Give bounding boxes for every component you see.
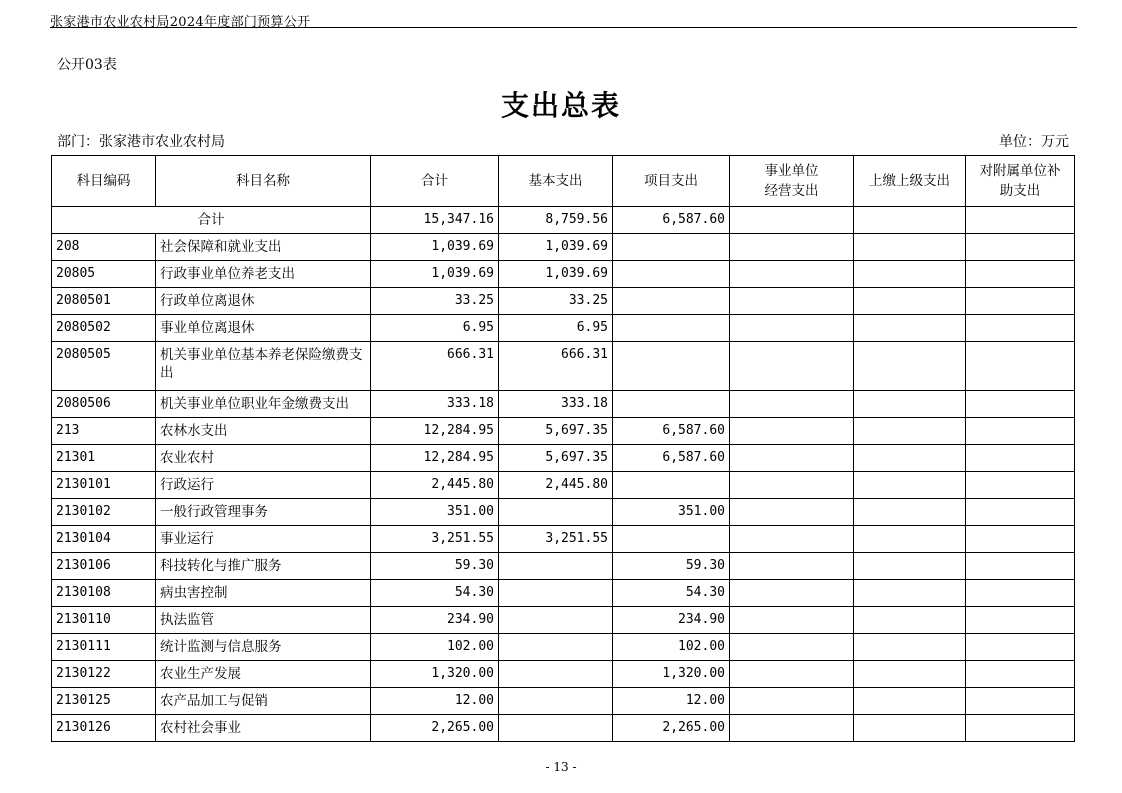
row-name-cell: 社会保障和就业支出	[156, 234, 371, 261]
row-upper-cell	[854, 634, 966, 661]
running-header: 张家港市农业农村局2024年度部门预算公开	[50, 15, 311, 30]
table-row	[52, 634, 1075, 661]
row-code-cell: 20805	[52, 261, 156, 288]
row-code-cell: 2130126	[52, 715, 156, 742]
column-header-project: 项目支出	[613, 156, 730, 207]
row-subsidy-cell	[966, 607, 1075, 634]
row-total-cell: 333.18	[371, 391, 499, 418]
row-total-cell: 666.31	[371, 342, 499, 391]
row-total-cell: 1,039.69	[371, 234, 499, 261]
row-total-cell: 3,251.55	[371, 526, 499, 553]
table-row	[52, 472, 1075, 499]
row-upper-cell	[854, 526, 966, 553]
row-code-cell: 2130122	[52, 661, 156, 688]
row-basic-cell: 666.31	[499, 342, 613, 391]
row-total-cell: 2,445.80	[371, 472, 499, 499]
row-project-cell: 351.00	[613, 499, 730, 526]
row-total-cell: 12.00	[371, 688, 499, 715]
row-upper-cell	[854, 315, 966, 342]
row-subsidy-cell	[966, 472, 1075, 499]
project-cell: 6,587.60	[613, 207, 730, 234]
row-subsidy-cell	[966, 553, 1075, 580]
row-name-cell: 农业农村	[156, 445, 371, 472]
row-subsidy-cell	[966, 391, 1075, 418]
row-business-cell	[730, 342, 854, 391]
row-total-cell: 12,284.95	[371, 445, 499, 472]
table-row	[52, 391, 1075, 418]
row-name-cell: 统计监测与信息服务	[156, 634, 371, 661]
row-basic-cell: 333.18	[499, 391, 613, 418]
column-header-name: 科目名称	[156, 156, 371, 207]
row-total-cell: 234.90	[371, 607, 499, 634]
row-upper-cell	[854, 261, 966, 288]
row-project-cell	[613, 288, 730, 315]
row-upper-cell	[854, 580, 966, 607]
department-label: 部门：张家港市农业农村局	[57, 134, 225, 150]
row-business-cell	[730, 391, 854, 418]
row-business-cell	[730, 445, 854, 472]
row-project-cell: 54.30	[613, 580, 730, 607]
row-basic-cell: 5,697.35	[499, 418, 613, 445]
table-row	[52, 288, 1075, 315]
row-name-cell: 农村社会事业	[156, 715, 371, 742]
row-business-cell	[730, 315, 854, 342]
row-subsidy-cell	[966, 580, 1075, 607]
row-total-cell: 12,284.95	[371, 418, 499, 445]
row-code-cell: 2130106	[52, 553, 156, 580]
row-total-cell: 1,039.69	[371, 261, 499, 288]
row-total-cell: 1,320.00	[371, 661, 499, 688]
row-total-cell: 59.30	[371, 553, 499, 580]
row-subsidy-cell	[966, 715, 1075, 742]
row-upper-cell	[854, 553, 966, 580]
row-subsidy-cell	[966, 261, 1075, 288]
row-name-cell: 事业单位离退休	[156, 315, 371, 342]
row-code-cell: 2130111	[52, 634, 156, 661]
row-basic-cell: 6.95	[499, 315, 613, 342]
row-basic-cell: 5,697.35	[499, 445, 613, 472]
table-row	[52, 715, 1075, 742]
table-row	[52, 526, 1075, 553]
table-row	[52, 499, 1075, 526]
upper-cell	[854, 207, 966, 234]
row-project-cell: 2,265.00	[613, 715, 730, 742]
row-subsidy-cell	[966, 288, 1075, 315]
row-code-cell: 2080505	[52, 342, 156, 391]
row-name-cell: 科技转化与推广服务	[156, 553, 371, 580]
row-project-cell: 12.00	[613, 688, 730, 715]
table-row	[52, 445, 1075, 472]
column-header-basic: 基本支出	[499, 156, 613, 207]
row-subsidy-cell	[966, 661, 1075, 688]
row-basic-cell	[499, 607, 613, 634]
row-total-cell: 54.30	[371, 580, 499, 607]
row-code-cell: 2130125	[52, 688, 156, 715]
row-subsidy-cell	[966, 499, 1075, 526]
row-upper-cell	[854, 288, 966, 315]
row-upper-cell	[854, 715, 966, 742]
table-row	[52, 342, 1075, 391]
row-project-cell	[613, 342, 730, 391]
row-name-cell: 执法监管	[156, 607, 371, 634]
row-total-cell: 351.00	[371, 499, 499, 526]
row-total-cell: 6.95	[371, 315, 499, 342]
row-basic-cell: 1,039.69	[499, 234, 613, 261]
row-name-cell: 病虫害控制	[156, 580, 371, 607]
row-name-cell: 行政单位离退休	[156, 288, 371, 315]
row-name-cell: 农林水支出	[156, 418, 371, 445]
row-name-cell: 行政事业单位养老支出	[156, 261, 371, 288]
row-upper-cell	[854, 688, 966, 715]
row-total-cell: 33.25	[371, 288, 499, 315]
row-business-cell	[730, 472, 854, 499]
row-basic-cell	[499, 634, 613, 661]
row-business-cell	[730, 634, 854, 661]
column-header-upper: 上缴上级支出	[854, 156, 966, 207]
table-row	[52, 661, 1075, 688]
row-project-cell: 6,587.60	[613, 418, 730, 445]
column-header-total: 合计	[371, 156, 499, 207]
row-name-cell: 机关事业单位职业年金缴费支出	[156, 391, 371, 418]
row-subsidy-cell	[966, 342, 1075, 391]
row-subsidy-cell	[966, 418, 1075, 445]
table-header-row	[52, 156, 1075, 207]
table-row	[52, 553, 1075, 580]
row-code-cell: 208	[52, 234, 156, 261]
row-code-cell: 2130102	[52, 499, 156, 526]
row-upper-cell	[854, 342, 966, 391]
row-code-cell: 2130110	[52, 607, 156, 634]
table-row	[52, 315, 1075, 342]
basic-cell: 8,759.56	[499, 207, 613, 234]
row-basic-cell: 3,251.55	[499, 526, 613, 553]
row-subsidy-cell	[966, 634, 1075, 661]
row-subsidy-cell	[966, 526, 1075, 553]
row-basic-cell	[499, 688, 613, 715]
row-business-cell	[730, 288, 854, 315]
form-number: 公开03表	[57, 57, 117, 73]
table-row	[52, 234, 1075, 261]
row-name-cell: 一般行政管理事务	[156, 499, 371, 526]
row-total-cell: 102.00	[371, 634, 499, 661]
row-basic-cell	[499, 580, 613, 607]
total-cell: 15,347.16	[371, 207, 499, 234]
table-row	[52, 580, 1075, 607]
table-row	[52, 418, 1075, 445]
row-project-cell	[613, 315, 730, 342]
row-name-cell: 农业生产发展	[156, 661, 371, 688]
row-project-cell: 6,587.60	[613, 445, 730, 472]
row-project-cell	[613, 234, 730, 261]
row-project-cell: 1,320.00	[613, 661, 730, 688]
row-code-cell: 2080502	[52, 315, 156, 342]
row-business-cell	[730, 715, 854, 742]
total-label: 合计	[52, 207, 371, 234]
row-upper-cell	[854, 499, 966, 526]
table-row	[52, 688, 1075, 715]
row-name-cell: 事业运行	[156, 526, 371, 553]
row-code-cell: 2130104	[52, 526, 156, 553]
row-business-cell	[730, 418, 854, 445]
business-cell	[730, 207, 854, 234]
row-basic-cell: 2,445.80	[499, 472, 613, 499]
row-subsidy-cell	[966, 688, 1075, 715]
row-basic-cell: 33.25	[499, 288, 613, 315]
page-number: - 13 -	[545, 760, 577, 774]
row-project-cell	[613, 472, 730, 499]
row-basic-cell	[499, 661, 613, 688]
header-divider	[50, 27, 1077, 28]
row-basic-cell	[499, 553, 613, 580]
row-name-cell: 行政运行	[156, 472, 371, 499]
column-header-subsidy: 对附属单位补助支出	[966, 156, 1075, 207]
row-subsidy-cell	[966, 234, 1075, 261]
row-project-cell	[613, 526, 730, 553]
row-code-cell: 2130108	[52, 580, 156, 607]
row-name-cell: 机关事业单位基本养老保险缴费支出	[156, 342, 371, 391]
subsidy-cell	[966, 207, 1075, 234]
row-basic-cell	[499, 715, 613, 742]
row-business-cell	[730, 580, 854, 607]
row-project-cell	[613, 391, 730, 418]
table-row	[52, 607, 1075, 634]
row-subsidy-cell	[966, 315, 1075, 342]
row-total-cell: 2,265.00	[371, 715, 499, 742]
row-upper-cell	[854, 418, 966, 445]
row-code-cell: 2080501	[52, 288, 156, 315]
row-business-cell	[730, 499, 854, 526]
row-business-cell	[730, 607, 854, 634]
row-code-cell: 213	[52, 418, 156, 445]
row-basic-cell	[499, 499, 613, 526]
row-upper-cell	[854, 661, 966, 688]
row-business-cell	[730, 261, 854, 288]
row-code-cell: 2130101	[52, 472, 156, 499]
row-project-cell: 234.90	[613, 607, 730, 634]
row-business-cell	[730, 553, 854, 580]
row-project-cell	[613, 261, 730, 288]
row-basic-cell: 1,039.69	[499, 261, 613, 288]
table-row	[52, 261, 1075, 288]
row-business-cell	[730, 661, 854, 688]
row-business-cell	[730, 526, 854, 553]
column-header-business: 事业单位经营支出	[730, 156, 854, 207]
page-title: 支出总表	[500, 89, 621, 122]
unit-label: 单位：万元	[999, 134, 1069, 150]
row-name-cell: 农产品加工与促销	[156, 688, 371, 715]
row-business-cell	[730, 688, 854, 715]
row-upper-cell	[854, 445, 966, 472]
row-project-cell: 102.00	[613, 634, 730, 661]
column-header-code: 科目编码	[52, 156, 156, 207]
row-upper-cell	[854, 391, 966, 418]
row-upper-cell	[854, 607, 966, 634]
row-upper-cell	[854, 472, 966, 499]
row-upper-cell	[854, 234, 966, 261]
row-business-cell	[730, 234, 854, 261]
expenditure-summary-table	[51, 155, 1075, 742]
row-project-cell: 59.30	[613, 553, 730, 580]
row-code-cell: 21301	[52, 445, 156, 472]
row-code-cell: 2080506	[52, 391, 156, 418]
row-subsidy-cell	[966, 445, 1075, 472]
total-row	[52, 207, 1075, 234]
